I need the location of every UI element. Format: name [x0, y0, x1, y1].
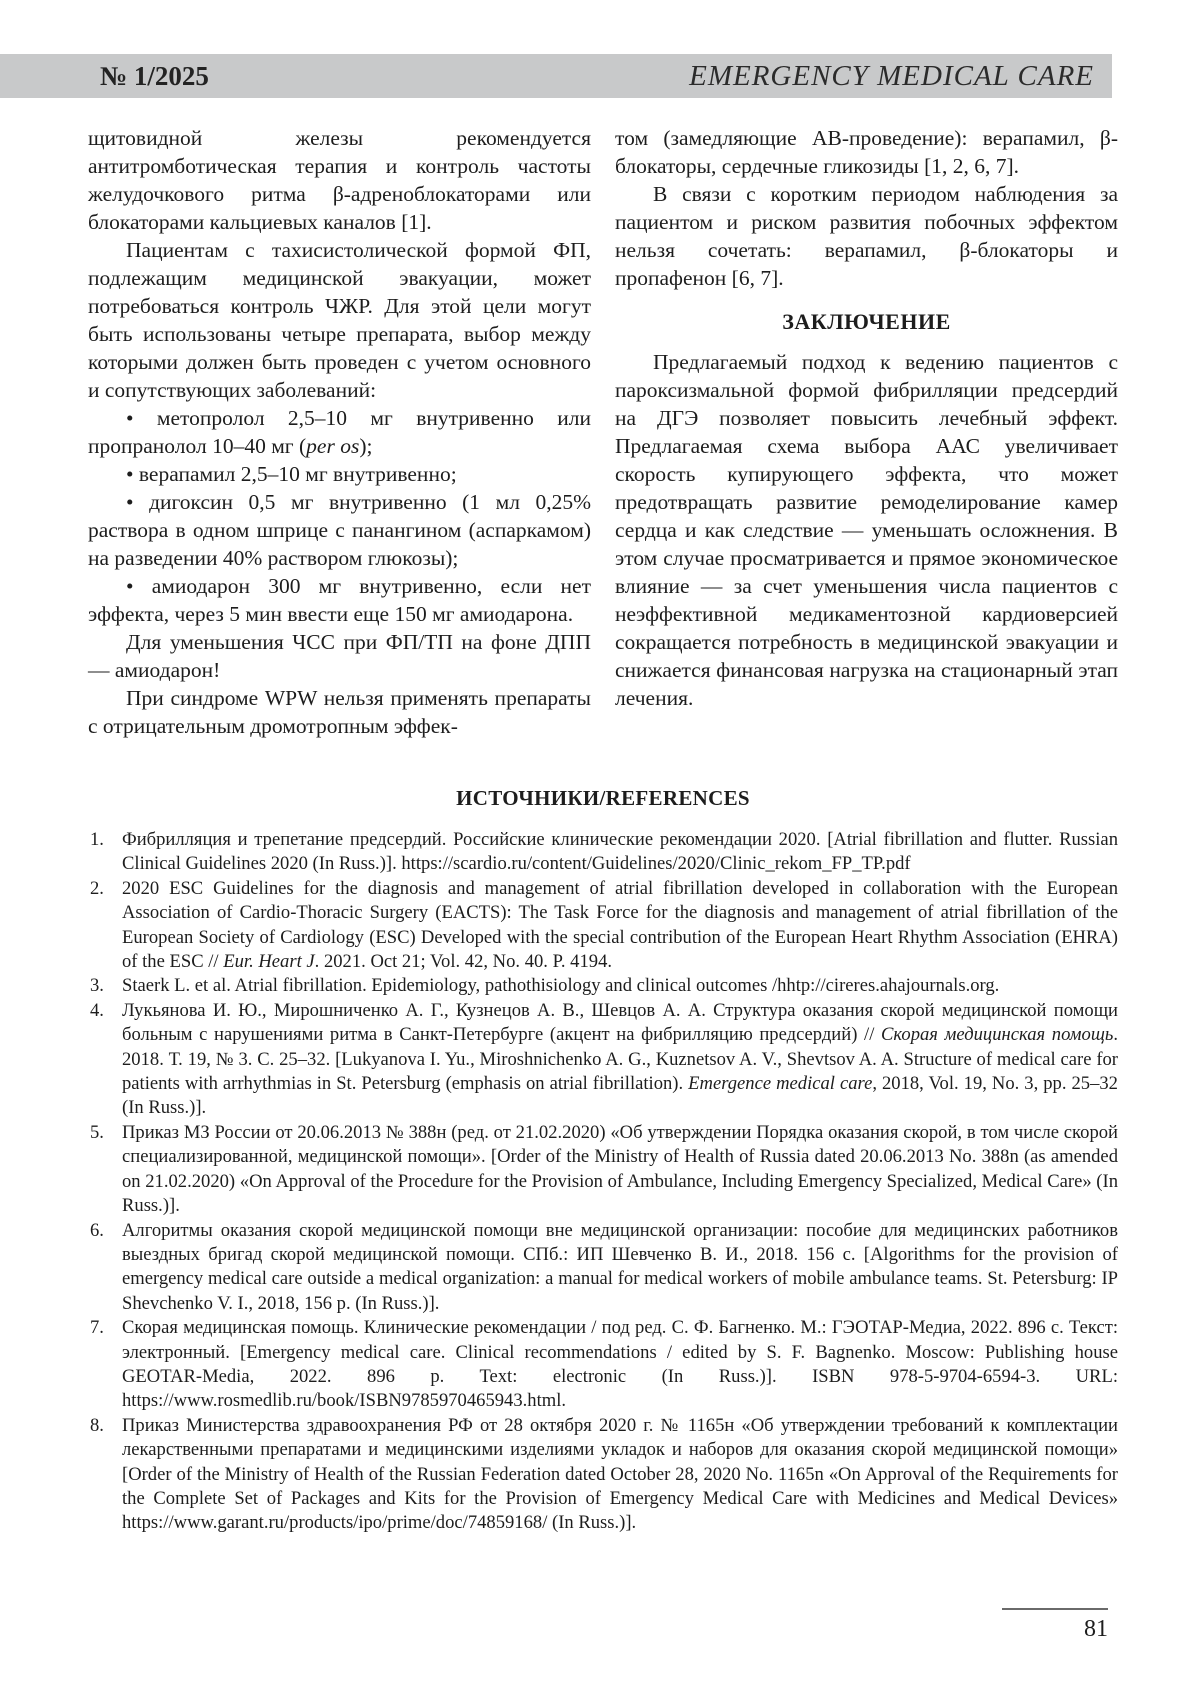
reference-text: Приказ Министерства здравоохранения РФ от 28 октября 2020 г. № 1165н «Об утверждении требований к комплектации лекарственными препаратами и медицинскими изделиями укладок и наборов для оказания скорой медицинской помощи» [Order of the Ministry of Health of the Russian Federation dated October 28, 2020 No. 1165n «On Approval of the Requirements for the Complete Set of Packages and Kits for the Provision of Emergency Medical Care with Medicines and Medical Devices» https://www.garant.ru/products/ipo/prime/doc/74859168/ (In Russ.)]. [122, 1414, 1118, 1534]
reference-text: 2020 ESC Guidelines for the diagnosis and management of atrial fibrillation developed in collaboration with the European Association of Cardio-Thoracic Surgery (EACTS): The Task Force for the diagnosis and management of atrial fibrillation of the European Society of Cardiology (ESC) Developed with the special contribution of the European Heart Rhythm Association (EHRA) of the ESC // Eur. Heart J. 2021. Oct 21; Vol. 42, No. 40. P. 4194. [122, 877, 1118, 973]
references-list [88, 828, 1118, 1536]
reference-text: Лукьянова И. Ю., Мирошниченко А. Г., Кузнецов А. В., Шевцов А. А. Структура оказания скорой медицинской помощи больным с нарушениями ритма в Санкт-Петербурге (акцент на фибрилляцию предсердий) // Скорая медицинская помощь. 2018. Т. 19, № 3. С. 25–32. [Lukyanova I. Yu., Miroshnichenko A. G., Kuznetsov A. V., Shevtsov A. A. Structure of medical care for patients with arrhythmias in St. Petersburg (emphasis on atrial fibrillation). Emergence medical care, 2018, Vol. 19, No. 3, pp. 25–32 (In Russ.)]. [122, 999, 1118, 1119]
reference-number: 3. [90, 975, 104, 997]
reference-number: 1. [90, 829, 104, 850]
journal-title: EMERGENCY MEDICAL CARE [689, 59, 1094, 92]
reference-text: Приказ МЗ России от 20.06.2013 № 388н (ред. от 21.02.2020) «Об утверждении Порядка оказания скорой, в том числе скорой специализированной, медицинской помощи». [Order of the Ministry of Health of Russia dated 20.06.2013 No. 388n (as amended on 21.02.2020) «On Approval of the Procedure for the Provision of Ambulance, Including Emergency Specialized, Medical Care» (In Russ.)]. [122, 1121, 1118, 1217]
reference-item [88, 974, 1118, 998]
article-body [88, 124, 1118, 740]
page-header [0, 54, 1112, 98]
paragraph: Для уменьшения ЧСС при ФП/ТП на фоне ДПП — амиодарон! [88, 630, 591, 682]
references-heading: ИСТОЧНИКИ/REFERENCES [456, 786, 750, 810]
right-column [615, 124, 1118, 740]
issue-number: № 1/2025 [100, 60, 209, 91]
paragraph: Пациентам с тахисистолической формой ФП, подлежащим медицинской эвакуации, может потребоваться контроль ЧЖР. Для этой цели могут быть использованы четыре препарата, выбор между которыми должен быть проведен с учетом основного и сопутствующих заболеваний: [88, 238, 591, 402]
reference-text: Staerk L. et al. Atrial fibrillation. Epidemiology, pathothisiology and clinical outcomes /hhtp://cireres.ahajournals.org. [122, 975, 1000, 997]
reference-item [88, 999, 1118, 1121]
left-column [88, 124, 591, 740]
reference-item [88, 877, 1118, 975]
reference-text: Скорая медицинская помощь. Клинические рекомендации / под ред. С. Ф. Багненко. М.: ГЭОТАР-Медиа, 2022. 896 с. Текст: электронный. [Emergency medical care. Clinical recommendations / edited by S. F. Bagnenko. Moscow: Publishing house GEOTAR-Media, 2022. 896 p. Text: electronic (In Russ.)]. ISBN 978-5-9704-6594-3. URL: https://www.rosmedlib.ru/book/ISBN9785970465943.html. [122, 1317, 1118, 1412]
paragraph: щитовидной железы рекомендуется антитромботическая терапия и контроль частоты желудочкового ритма β-адреноблокаторами или блокаторами кальциевых каналов [1]. [88, 126, 591, 234]
reference-item [88, 1316, 1118, 1414]
reference-item [88, 1121, 1118, 1219]
reference-item [88, 828, 1118, 877]
reference-item [88, 1219, 1118, 1317]
reference-number: 8. [90, 1414, 104, 1436]
bullet-item: • дигоксин 0,5 мг внутривенно (1 мл 0,25% раствора в одном шприце с панангином (аспаркамом) на разведении 40% раствором глюкозы); [88, 490, 591, 570]
bullet-item: • амиодарон 300 мг внутривенно, если нет эффекта, через 5 мин ввести еще 150 мг амиодарона. [88, 574, 591, 626]
paragraph: При синдроме WPW нельзя применять препараты с отрицательным дромотропным эффек- [88, 686, 591, 738]
paragraph: Предлагаемый подход к ведению пациентов с пароксизмальной формой фибрилляции предсердий на ДГЭ позволяет повысить лечебный эффект. Предлагаемая схема выбора ААС увеличивает скорость купирующего эффекта, что может предотвращать развитие ремоделирование камер сердца и как следствие — уменьшать осложнения. В этом случае просматривается и прямое экономическое влияние — за счет уменьшения числа пациентов с неэффективной медикаментозной кардиоверсией сокращается потребность в медицинской эвакуации и снижается финансовая нагрузка на стационарный этап лечения. [615, 350, 1118, 710]
reference-number: 5. [90, 1121, 104, 1143]
reference-text: Фибрилляция и трепетание предсердий. Российские клинические рекомендации 2020. [Atrial fibrillation and flutter. Russian Clinical Guidelines 2020 (In Russ.)]. https://scardio.ru/content/Guidelines/2020/Clinic_rekom_FP_TP.pdf [122, 829, 1118, 875]
bullet-item: • метопролол 2,5–10 мг внутривенно или пропранолол 10–40 мг (per os); [88, 406, 591, 458]
footer-rule [1002, 1608, 1108, 1610]
reference-number: 4. [90, 999, 104, 1021]
reference-number: 7. [90, 1317, 104, 1339]
conclusion-heading: ЗАКЛЮЧЕНИЕ [782, 309, 951, 334]
bullet-item: • верапамил 2,5–10 мг внутривенно; [126, 462, 457, 486]
reference-text: Алгоритмы оказания скорой медицинской помощи вне медицинской организации: пособие для медицинских работников выездных бригад скорой медицинской помощи. СПб.: ИП Шевченко В. И., 2018. 156 с. [Algorithms for the provision of emergency medical care outside a medical organization: a manual for medical workers of mobile ambulance teams. St. Petersburg: IP Shevchenko V. I., 2018, 156 p. (In Russ.)]. [122, 1219, 1118, 1314]
reference-number: 2. [90, 877, 104, 899]
reference-number: 6. [90, 1219, 104, 1241]
paragraph: В связи с коротким периодом наблюдения за пациентом и риском развития побочных эффектом нельзя сочетать: верапамил, β-блокаторы и пропафенон [6, 7]. [615, 182, 1118, 290]
reference-item [88, 1414, 1118, 1536]
page-number: 81 [1084, 1616, 1108, 1642]
paragraph: том (замедляющие АВ-проведение): верапамил, β-блокаторы, сердечные гликозиды [1, 2, 6, 7]. [615, 126, 1118, 178]
